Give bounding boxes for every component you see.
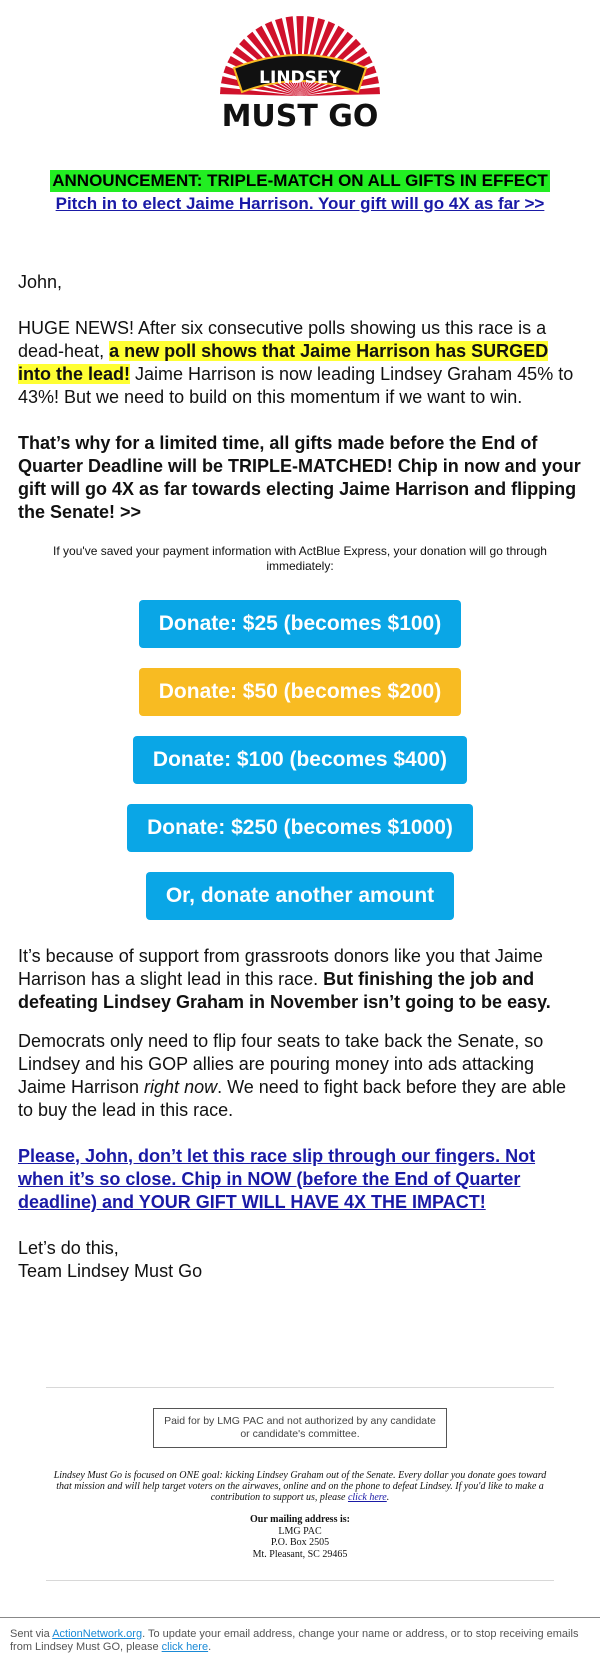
footer-divider-bottom — [46, 1580, 554, 1581]
letter-content — [0, 271, 600, 524]
sent-end: . — [208, 1641, 212, 1653]
address-line-3: Mt. Pleasant, SC 29465 — [252, 1548, 348, 1560]
donate-button[interactable]: Donate: $50 (becomes $200) — [139, 668, 461, 716]
donate-button[interactable]: Donate: $100 (becomes $400) — [133, 736, 467, 784]
donate-button[interactable]: Donate: $25 (becomes $100) — [139, 600, 461, 648]
senate-text-start: Democrats only need to flip four seats to take back the Senate, so Lindsey and his GOP allies are pouring money into ads attacking Jaime Harrison — [18, 1031, 544, 1097]
news-paragraph — [18, 317, 582, 409]
senate-paragraph — [18, 1030, 582, 1122]
legal-click-here-link[interactable]: click here — [347, 1492, 387, 1503]
letter-content-continued — [0, 945, 600, 1283]
pitch-link[interactable]: Pitch in to elect Jaime Harrison. Your gift will go 4X as far >> — [55, 194, 545, 213]
sent-middle: . To update your email address, change your name or address, or to stop receiving emails from Lindsey Must GO, please — [10, 1628, 579, 1653]
grassroots-paragraph — [18, 945, 582, 1014]
lindsey-must-go-logo[interactable] — [210, 10, 390, 140]
donate-button[interactable]: Or, donate another amount — [146, 872, 454, 920]
sent-prefix: Sent via — [10, 1628, 53, 1640]
senate-italic: right now — [144, 1077, 218, 1097]
triple-match-paragraph: That’s why for a limited time, all gifts made before the End of Quarter Deadline will be TRIPLE-MATCHED! Chip in now and your gift will go 4X as far towards electing Jaime Harrison and flipping the Senate! >> — [18, 433, 581, 522]
mailing-heading: Our mailing address is: — [250, 1514, 350, 1525]
mailing-address — [0, 1514, 600, 1560]
grassroots-text: It’s because of support from grassroots donors like you that Jaime Harrison has a slight lead in this race. — [18, 946, 543, 989]
announcement-banner — [0, 170, 600, 215]
greeting: John, — [18, 272, 63, 292]
address-line-1: LMG PAC — [278, 1525, 322, 1537]
news-text-end: Jaime Harrison is now leading Lindsey Graham 45% to 43%! But we need to build on this momentum if we want to win. — [18, 364, 574, 407]
announcement-text: ANNOUNCEMENT: TRIPLE-MATCH ON ALL GIFTS IN EFFECT — [52, 171, 548, 190]
ask-link[interactable]: Please, John, don’t let this race slip through our fingers. Not when it’s so close. Chip in NOW (before the End of Quarter deadline) and YOUR GIFT WILL HAVE 4X THE IMPACT! — [18, 1146, 536, 1212]
donate-button[interactable]: Donate: $250 (becomes $1000) — [127, 804, 473, 852]
sent-via-footer — [0, 1617, 600, 1654]
logo-top-text: LINDSEY — [259, 68, 341, 88]
donate-buttons — [0, 600, 600, 940]
signoff-line-1: Let’s do this, — [18, 1238, 119, 1258]
news-highlight: a new poll shows that Jaime Harrison has SURGED into the lead! — [18, 341, 549, 384]
senate-text-end: . We need to fight back before they are able to buy the lead in this race. — [18, 1077, 566, 1120]
news-text-start: HUGE NEWS! After six consecutive polls showing us this race is a dead-heat, — [18, 318, 547, 361]
legal-body: Lindsey Must Go is focused on ONE goal: kicking Lindsey Graham out of the Senate. Every dollar you donate goes toward that mission and will help target voters on the airwaves, online and on the phone to defeat Lindsey. If you'd like to make a contribution to support us, please — [53, 1470, 547, 1503]
actionnetwork-link[interactable]: ActionNetwork.org — [52, 1628, 143, 1640]
logo-graphic — [210, 10, 390, 140]
grassroots-bold: But finishing the job and defeating Lindsey Graham in November isn’t going to be easy. — [18, 969, 551, 1012]
footer-divider-top — [46, 1387, 554, 1388]
actblue-express-note: If you've saved your payment information with ActBlue Express, your donation will go through immediately: — [53, 544, 547, 573]
unsubscribe-click-here-link[interactable]: click here — [161, 1641, 209, 1653]
signoff — [18, 1237, 582, 1283]
address-line-2: P.O. Box 2505 — [270, 1537, 330, 1548]
legal-end: . — [386, 1492, 390, 1503]
signoff-line-2: Team Lindsey Must Go — [18, 1261, 203, 1281]
paid-for-disclaimer: Paid for by LMG PAC and not authorized by any candidate or candidate's committee. — [153, 1408, 447, 1448]
email-body — [0, 10, 600, 1654]
logo-bottom-text: MUST GO — [221, 99, 379, 134]
legal-text — [50, 1470, 550, 1503]
